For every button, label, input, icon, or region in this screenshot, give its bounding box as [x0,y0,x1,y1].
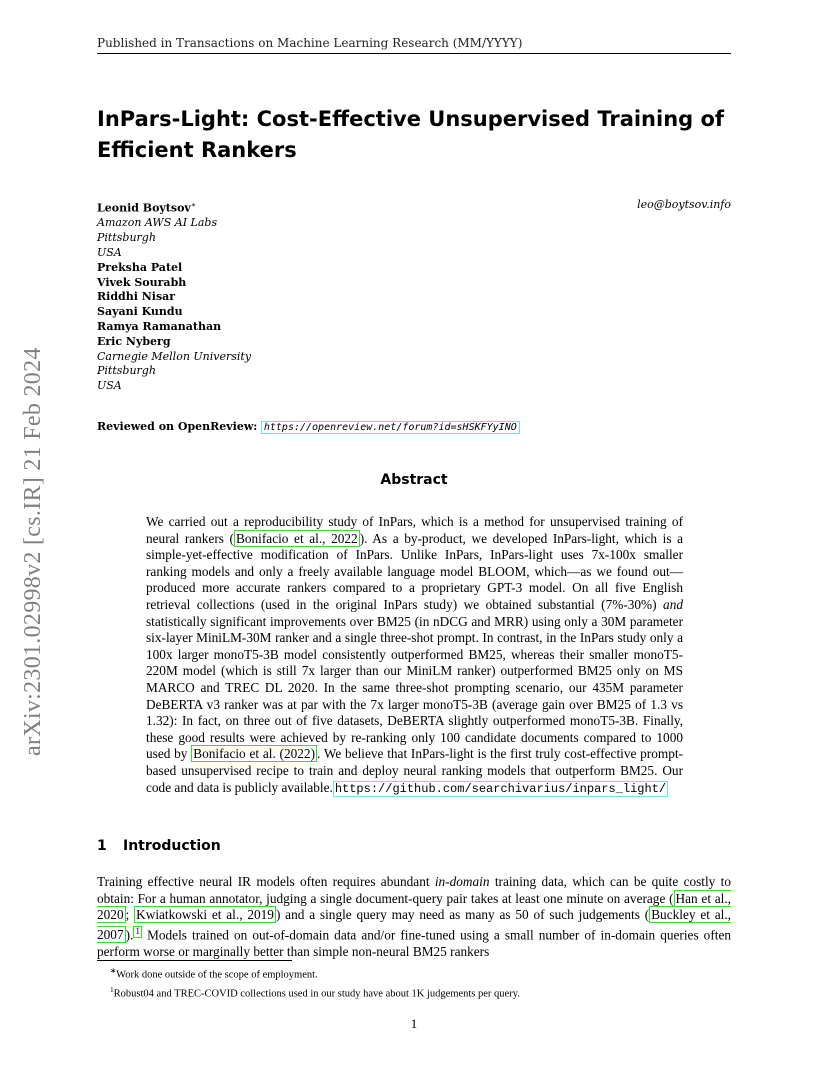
author-name: Ramya Ramanathan [97,320,222,334]
arxiv-stamp: arXiv:2301.02998v2 [cs.IR] 21 Feb 2024 [20,347,46,756]
author-name: Leonid Boytsov∗ [97,200,197,215]
intro-paragraph: Training effective neural IR models often requires abundant in-domain training data, which can be quite costly to obtain: For a human annotator, judging a single document-query pair takes at least one minute on average ( Han et al., 2020 ; Kwiatkowski et al., 2019 ) and a single query may need as many as 50 of such judgements ( Buckley et al., 2007 ). $^1$ Models trained on out-of-domain data and/or fine-tuned using a small number of in-domain queries often perform worse or marginally better than simple non-neural BM25 rankers [97,874,731,959]
abstract-heading: Abstract [380,472,448,488]
footnote-divider [97,960,292,961]
review-line [97,420,737,433]
footnotes [110,964,730,1001]
abstract-body: We carried out a reproducibility study of InPars, which is a method for unsupervised training of neural rankers ( Bonifacio et al., 2022 ). As a by-product, we developed InPars-light, which is a simple-yet-effective modification of InPars. Unlike InPars, InPars-light uses 7x-100x smaller ranking models and only a freely available language model BLOOM, which—as we found out—produced more accurate rankers compared to a proprietary GPT-3 model. On all five English retrieval collections (used in the original InPars study) we obtained substantial (7%-30%) and statistically significant improvements over BM25 (in nDCG and MRR) using only a 30M parameter six-layer MiniLM-30M ranker and a single three-shot prompt. In contrast, in the InPars study only a 100x larger monoT5-3B model consistently outperformed BM25, whereas their smaller monoT5-220M model (which is still 7x larger than our MiniLM ranker) outperformed BM25 only on MS MARCO and TREC DL 2020. In the same three-shot prompting scenario, our 435M parameter DeBERTA v3 ranker was at par with the 7x larger monoT5-3B (average gain over BM25 of 1.3 vs 1.32): In fact, on three out of five datasets, DeBERTA slightly outperformed monoT5-3B. Finally, these good results were achieved by re-ranking only 100 candidate documents compared to 1000 used by Bonifacio et al. (2022) . We believe that InPars-light is the first truly cost-effective prompt-based unsupervised recipe to train and deploy neural ranking models that outperform BM25. Our code and data is publicly available. https://github.com/searchivarius/inpars_light/ [146,514,684,796]
author-block [97,198,737,394]
section-number: 1 [97,838,107,854]
code-link[interactable]: https://github.com/searchivarius/inpars_light/ [334,781,667,796]
author-email[interactable]: leo@boytsov.info [637,198,731,211]
page-number: 1 [410,1016,418,1031]
paper-title: InPars-Light: Cost-Effective Unsupervised Training of Efficient Rankers [97,107,725,162]
affiliation-line: Pittsburgh [97,364,156,378]
citation-link[interactable]: Buckley et al., 2007 [97,907,731,943]
affiliation-line: Carnegie Mellon University [97,349,252,363]
running-header: Published in Transactions on Machine Learning Research (MM/YYYY) [97,36,731,54]
section-title: Introduction [123,838,221,854]
review-label: Reviewed on OpenReview: [97,420,258,433]
section-heading [97,838,221,854]
author-name: Sayani Kundu [97,305,183,319]
footnote: $^1$Robust04 and TREC-COVID collections used in our study have about 1K judgements per query. [110,984,520,999]
citation-link[interactable]: Bonifacio et al., 2022 [236,530,358,546]
citation-link[interactable]: Kwiatkowski et al., 2019 [136,907,274,923]
affiliation-line: Amazon AWS AI Labs [97,216,218,230]
openreview-link[interactable]: https://openreview.net/forum?id=sHSKFYyINO [261,421,520,434]
citation-link[interactable]: Bonifacio et al. (2022) [193,746,315,762]
affiliation-line: USA [97,246,122,260]
author-name: Riddhi Nisar [97,290,176,304]
author-name: Preksha Patel [97,260,183,274]
author-footnote-mark: ∗ [190,200,197,209]
affiliation-line: USA [97,379,122,393]
affiliation-line: Pittsburgh [97,231,156,245]
author-name: Eric Nyberg [97,334,171,348]
footnote: ∗Work done outside of the scope of employment. [110,966,318,981]
citation-link[interactable]: Han et al., 2020 [97,890,731,923]
footnote-ref-link[interactable]: 1 [135,926,141,937]
author-name: Vivek Sourabh [97,275,187,289]
